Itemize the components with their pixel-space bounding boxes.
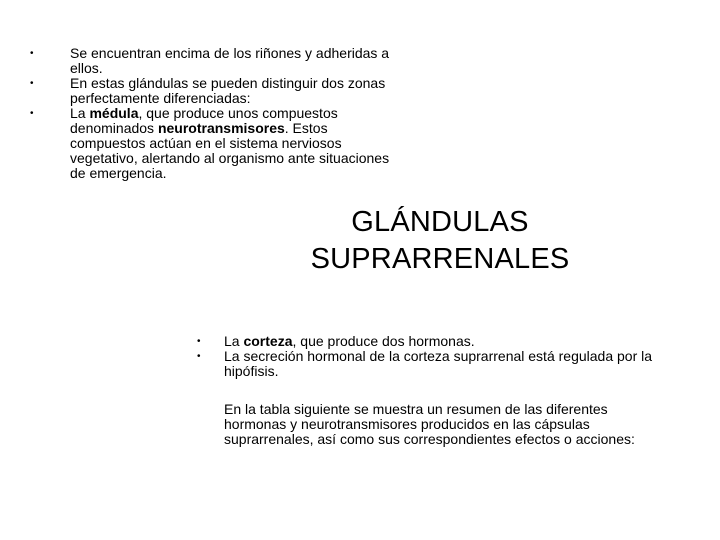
bottom-bullet-list: [197, 333, 684, 379]
bold-term-medula: médula: [89, 105, 139, 121]
bold-term-corteza: corteza: [243, 333, 293, 349]
slide-title: [250, 204, 630, 278]
bullet-icon: •: [197, 351, 201, 362]
list-item: [30, 105, 390, 181]
top-bullet-list: [30, 45, 390, 181]
bullet-icon: •: [30, 78, 34, 89]
title-line-1: GLÁNDULAS: [351, 206, 529, 238]
bullet-text: La secreción hormonal de la corteza suprarrenal está regulada por la hipófisis.: [224, 348, 653, 379]
description-paragraph: En la tabla siguiente se muestra un resumen de las diferentes hormonas y neurotransmisores producidos en las cápsulas suprarrenales, así como sus correspondientes efectos o acciones:: [224, 401, 635, 447]
list-item: [197, 348, 684, 379]
bold-term-neurotransmisores: neurotransmisores: [157, 120, 285, 136]
bullet-text-post: . Estos compuestos actúan en el sistema nerviosos vegetativo, alertando al organismo ante situaciones de emergencia.: [70, 120, 390, 181]
bullet-text-post: , que produce dos hormonas.: [292, 333, 475, 349]
bullet-text: En estas glándulas se pueden distinguir dos zonas perfectamente diferenciadas:: [70, 75, 386, 106]
bullet-text-mid: , que produce unos compuestos denominados: [70, 105, 338, 136]
bullet-text: Se encuentran encima de los riñones y adheridas a ellos.: [70, 45, 390, 76]
title-line-2: SUPRARRENALES: [310, 243, 570, 275]
bullet-icon: •: [30, 108, 34, 119]
bullet-text-pre: La: [70, 105, 90, 121]
list-item: [30, 45, 390, 76]
bullet-icon: •: [197, 336, 201, 347]
bullet-icon: •: [30, 48, 34, 59]
bullet-text-pre: La: [224, 333, 244, 349]
list-item: [197, 333, 684, 349]
list-item: [30, 75, 390, 106]
